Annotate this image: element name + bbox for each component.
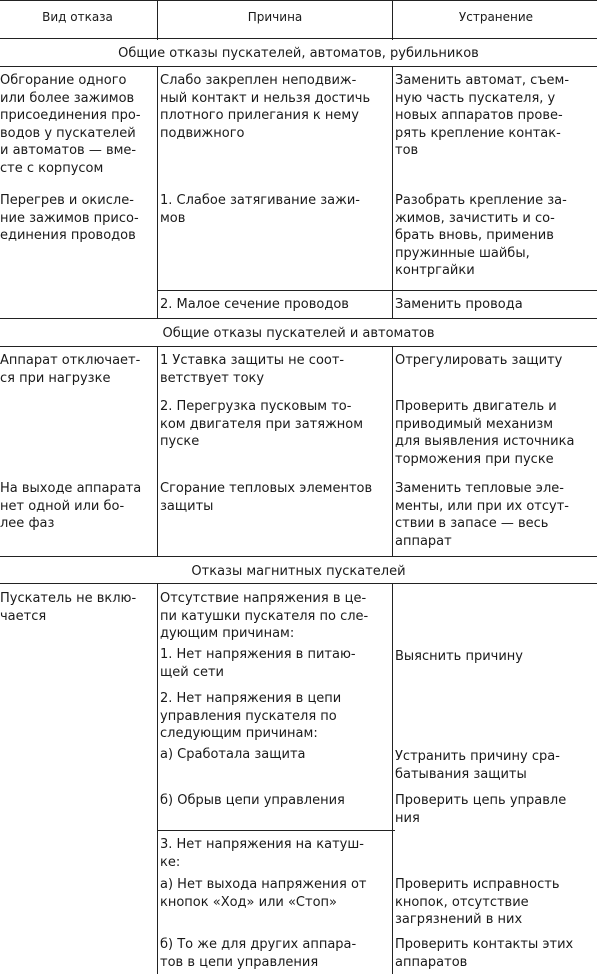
fix-cell: Проверить контакты этих аппаратов	[395, 937, 574, 970]
table-top-rule	[0, 0, 597, 1]
fix-cell: Проверить цепь управле ния	[395, 793, 567, 826]
fix-cell: Заменить автомат, съем- ную часть пускателя, у новых аппаратов прове- рять крепление контак- тов	[395, 73, 570, 159]
failure-cell: Аппарат отключает- ся при нагрузке	[0, 353, 141, 386]
failure-cell: Обгорание одного или более зажимов присоединения про- водов у пускателей и автоматов — вме- сте с корпусом	[0, 73, 141, 176]
section-rule	[0, 556, 597, 557]
column-header-cause: Причина	[247, 10, 303, 24]
section-rule	[0, 66, 597, 67]
row-rule	[157, 830, 395, 831]
cause-cell: 1 Уставка защиты не соот- ветствует току	[160, 353, 345, 386]
fix-cell: Проверить двигатель и приводимый механизм для выявления источника торможения при пуске	[395, 399, 575, 467]
cause-cell: б) То же для других аппара- тов в цепи управления	[160, 937, 357, 970]
cause-cell: 2. Малое сечение проводов	[160, 297, 349, 312]
fix-cell: Выяснить причину	[395, 649, 523, 664]
column-header-failure: Вид отказа	[42, 10, 113, 24]
column-divider	[392, 0, 393, 40]
column-header-fix: Устранение	[458, 10, 534, 24]
section-rule	[0, 583, 597, 584]
column-divider	[392, 346, 393, 556]
section-title: Отказы магнитных пускателей	[191, 564, 406, 579]
cause-cell: Слабо закреплен неподвиж- ный контакт и нельзя достичь плотного прилегания к нему подвижного	[160, 73, 371, 141]
section-title: Общие отказы пускателей и автоматов	[162, 326, 435, 341]
fix-cell: Заменить тепловые эле- менты, или при их отсут- ствии в запасе — весь аппарат	[395, 481, 569, 549]
cause-cell: а) Сработала защита	[160, 747, 306, 762]
fix-cell: Разобрать крепление за- жимов, зачистить и со- брать вновь, применив пружинные шайбы, контргайки	[395, 193, 567, 279]
failure-cell: На выходе аппарата нет одной или бо- лее фаз	[0, 481, 142, 532]
fix-cell: Заменить провода	[395, 297, 523, 312]
row-rule	[157, 290, 597, 291]
section-title: Общие отказы пускателей, автоматов, рубильников	[118, 46, 479, 61]
cause-cell: 3. Нет напряжения на катуш- ке:	[160, 837, 364, 870]
cause-cell: 2. Нет напряжения в цепи управления пускателя по следующим причинам:	[160, 691, 342, 742]
section-rule	[0, 346, 597, 347]
cause-cell: а) Нет выхода напряжения от кнопок «Ход» или «Стоп»	[160, 877, 367, 910]
cause-cell: 2. Перегрузка пусковым то- ком двигателя при затяжном пуске	[160, 399, 364, 450]
column-divider	[157, 66, 158, 318]
cause-cell: Сгорание тепловых элементов защиты	[160, 481, 373, 514]
failure-cell: Перегрев и окисле- ние зажимов присо- единения проводов	[0, 193, 139, 244]
column-divider	[392, 66, 393, 318]
cause-cell: Отсутствие напряжения в це- пи катушки пускателя по сле- дующим причинам:	[160, 591, 369, 642]
cause-cell: б) Обрыв цепи управления	[160, 793, 345, 808]
section-rule	[0, 318, 597, 319]
header-rule	[0, 38, 597, 39]
failure-cell: Пускатель не вклю- чается	[0, 591, 137, 624]
column-divider	[157, 583, 158, 974]
fix-cell: Устранить причину сра- батывания защиты	[395, 749, 560, 782]
cause-cell: 1. Слабое затягивание зажи- мов	[160, 193, 360, 226]
column-divider	[157, 346, 158, 556]
column-divider	[392, 583, 393, 974]
fix-cell: Проверить исправность кнопок, отсутствие загрязнений в них	[395, 877, 560, 928]
cause-cell: 1. Нет напряжения в питаю- щей сети	[160, 647, 356, 680]
fix-cell: Отрегулировать защиту	[395, 353, 563, 368]
column-divider	[157, 0, 158, 40]
